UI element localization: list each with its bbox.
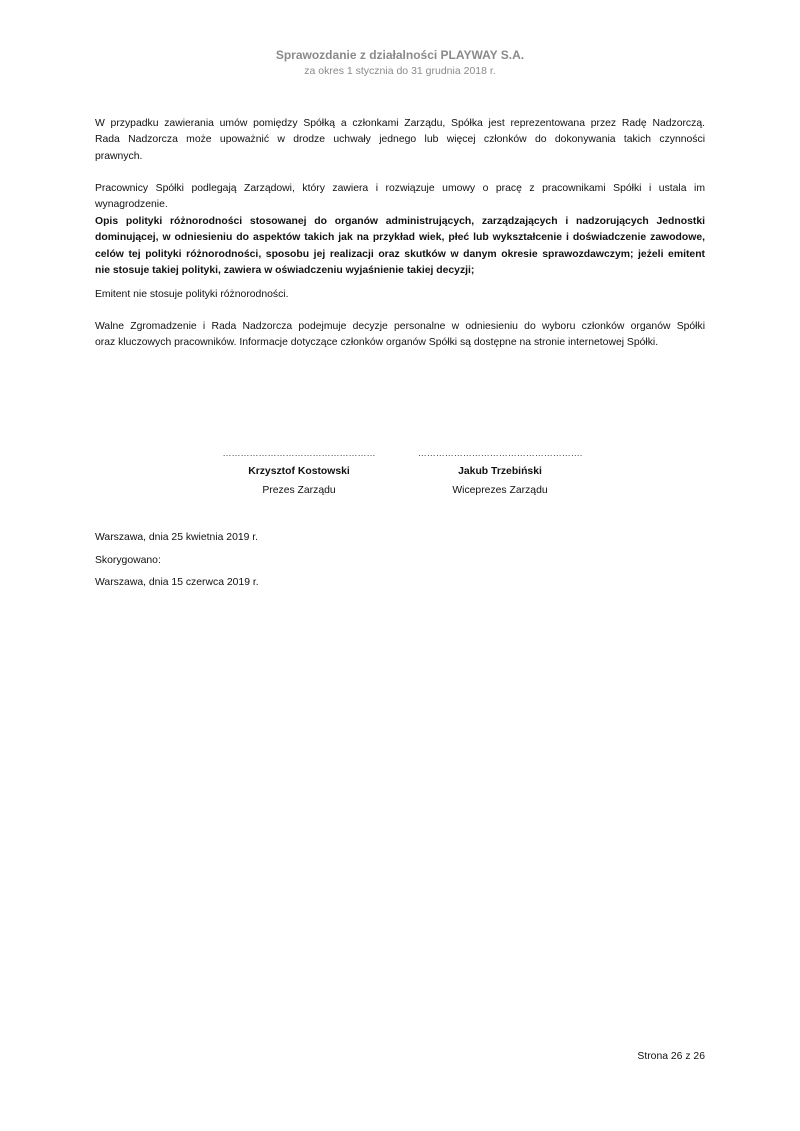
text-line: nie stosuje takiej polityki, zawiera w oświadczeniu wyjaśnienie takiej decyzji; — [95, 264, 475, 276]
signature-block-vice-president — [400, 448, 600, 496]
signature-line: …………………………………………… — [222, 448, 376, 458]
page-header — [0, 48, 800, 77]
paragraph-board-representation — [95, 116, 705, 165]
text-line: prawnych. — [95, 150, 143, 162]
page-number: Strona 26 z 26 — [637, 1051, 705, 1062]
text-line: oraz kluczowych pracowników. Informacje dotyczące członków organów Spółki są dostępne na stronie internetowej Spółki. — [95, 337, 659, 349]
text-line: wynagrodzenie. — [95, 199, 168, 211]
date-original: Warszawa, dnia 25 kwietnia 2019 r. — [95, 532, 259, 543]
text-line: Rada Nadzorcza może upoważnić w drodze uchwały jednego lub więcej członków do dokonywania takich czynności — [95, 134, 705, 146]
diversity-policy-heading — [95, 214, 705, 279]
text-line: Emitent nie stosuje polityki różnorodności. — [95, 289, 289, 300]
report-title: Sprawozdanie z działalności PLAYWAY S.A. — [275, 48, 525, 62]
paragraph-no-policy — [95, 287, 705, 303]
text-line: W przypadku zawierania umów pomiędzy Spółką a członkami Zarządu, Spółka jest reprezentowana przez Radę Nadzorczą. — [95, 118, 705, 129]
text-line: Opis polityki różnorodności stosowanej do organów administrujących, zarządzających i nadzorujących Jednostki — [95, 216, 705, 227]
text-line: celów tej polityki różnorodności, sposobu jej realizacji oraz skutków w danym okresie sprawozdawczym; jeżeli emitent — [95, 248, 705, 260]
paragraph-personnel-decisions — [95, 319, 705, 352]
paragraph-employees — [95, 181, 705, 214]
text-line: Pracownicy Spółki podlegają Zarządowi, który zawiera i rozwiązuje umowy o pracę z pracownikami Spółki i ustala im — [95, 183, 705, 194]
signature-block-president — [199, 448, 399, 496]
text-line: dominującej, w odniesieniu do aspektów takich jak na przykład wiek, płeć lub wykształcenie i doświadczenie zawodowe, — [95, 232, 705, 244]
signatory-name: Jakub Trzebiński — [458, 466, 542, 477]
signature-line: ………………………………………………. — [417, 448, 583, 458]
signatory-name: Krzysztof Kostowski — [248, 466, 350, 477]
closing-dates — [95, 527, 705, 595]
text-line: Walne Zgromadzenie i Rada Nadzorcza podejmuje decyzje personalne w odniesieniu do wyboru członków organów Spółki — [95, 321, 705, 332]
signatory-role: Wiceprezes Zarządu — [452, 485, 548, 496]
signatory-role: Prezes Zarządu — [262, 485, 336, 496]
date-corrected: Warszawa, dnia 15 czerwca 2019 r. — [95, 577, 259, 588]
report-period: za okres 1 stycznia do 31 grudnia 2018 r. — [304, 65, 496, 77]
corrected-label: Skorygowano: — [95, 554, 161, 566]
